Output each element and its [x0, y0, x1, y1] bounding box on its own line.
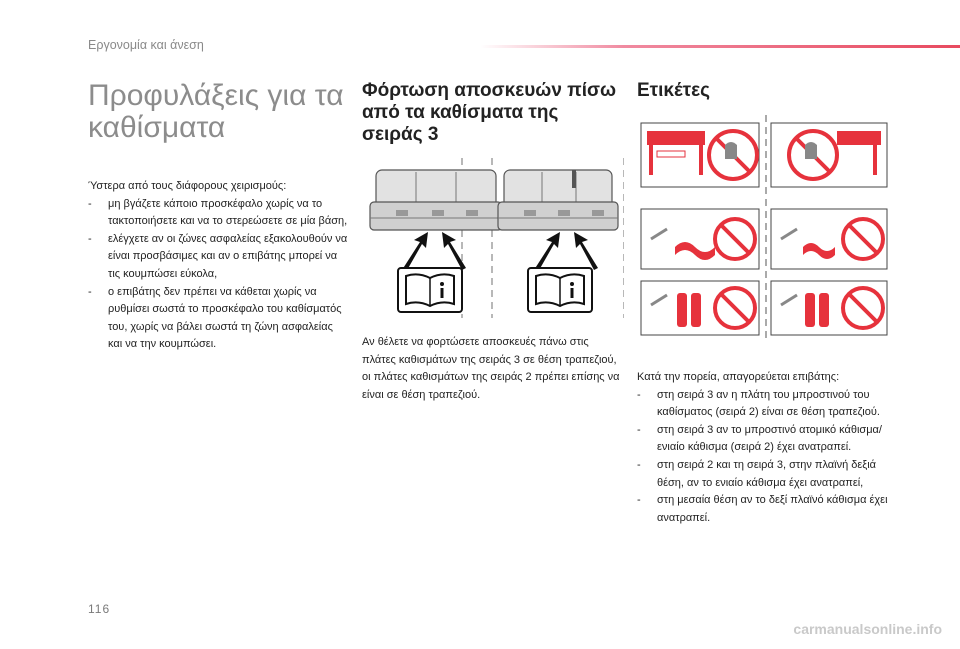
seat-illustration [362, 158, 624, 318]
list-item: - στη σειρά 3 αν η πλάτη του μπροστινού του καθίσματος (σειρά 2) είναι σε θέση τραπεζιού. [637, 387, 902, 422]
label-seat-folded-left [641, 209, 759, 269]
header-accent-line [480, 45, 960, 48]
manual-book-icon [398, 268, 462, 312]
label-seat-folded-right [771, 209, 887, 269]
label-seat-table-right [771, 123, 887, 187]
seat-precautions-list [88, 196, 350, 354]
rear-seats-right [498, 170, 618, 230]
rear-seats-left [370, 170, 502, 230]
labels-title: Ετικέτες [637, 80, 710, 101]
warning-labels-illustration [637, 115, 892, 338]
list-item: - μη βγάζετε κάποιο προσκέφαλο χωρίς να το τακτοποιήσετε και να το στερεώσετε σε μία βάση, [88, 196, 350, 231]
labels-text [637, 369, 902, 527]
luggage-loading-paragraph: Αν θέλετε να φορτώσετε αποσκευές πάνω στις πλάτες καθισμάτων της σειράς 3 σε θέση τραπεζιού, οι πλάτες καθισμάτων της σειράς 2 πρέπει επίσης να είναι σε θέση τραπεζιού. [362, 336, 620, 401]
label-seat-tipped-left [641, 281, 759, 335]
arrow-icon [402, 232, 598, 272]
page-number: 116 [88, 602, 111, 616]
list-item: - στη σειρά 2 και τη σειρά 3, στην πλαϊνή δεξιά θέση, αν το ενιαίο κάθισμα έχει ανατραπεί, [637, 457, 902, 492]
luggage-loading-title: Φόρτωση αποσκευών πίσω από τα καθίσματα της σειράς 3 [362, 80, 617, 145]
seat-precautions-title: Προφυλάξεις για τα καθίσματα [88, 79, 344, 144]
label-seat-table-left [641, 123, 759, 187]
watermark: carmanualsonline.info [793, 621, 942, 637]
label-seat-tipped-right [771, 281, 887, 335]
seat-precautions-intro: Ύστερα από τους διάφορους χειρισμούς: [88, 180, 287, 192]
seat-precautions-text [88, 178, 350, 354]
labels-intro: Κατά την πορεία, απαγορεύεται επιβάτης: [637, 371, 840, 383]
section-title: Εργονομία και άνεση [88, 38, 204, 52]
labels-list [637, 387, 902, 528]
list-item: - ο επιβάτης δεν πρέπει να κάθεται χωρίς να ρυθμίσει σωστά το προσκέφαλο του καθίσματός του, χωρίς να βάλει σωστά τη ζώνη ασφαλείας και να την κουμπώσει. [88, 284, 350, 354]
list-item: - στη σειρά 3 αν το μπροστινό ατομικό κάθισμα/ενιαίο κάθισμα (σειρά 2) έχει ανατραπεί. [637, 422, 902, 457]
luggage-loading-text [362, 334, 622, 404]
list-item: - ελέγχετε αν οι ζώνες ασφαλείας εξακολουθούν να είναι προσβάσιμες και αν ο επιβάτης μπορεί να τις κουμπώσει εύκολα, [88, 231, 350, 284]
list-item: - στη μεσαία θέση αν το δεξί πλαϊνό κάθισμα έχει ανατραπεί. [637, 492, 902, 527]
manual-book-icon [528, 268, 592, 312]
